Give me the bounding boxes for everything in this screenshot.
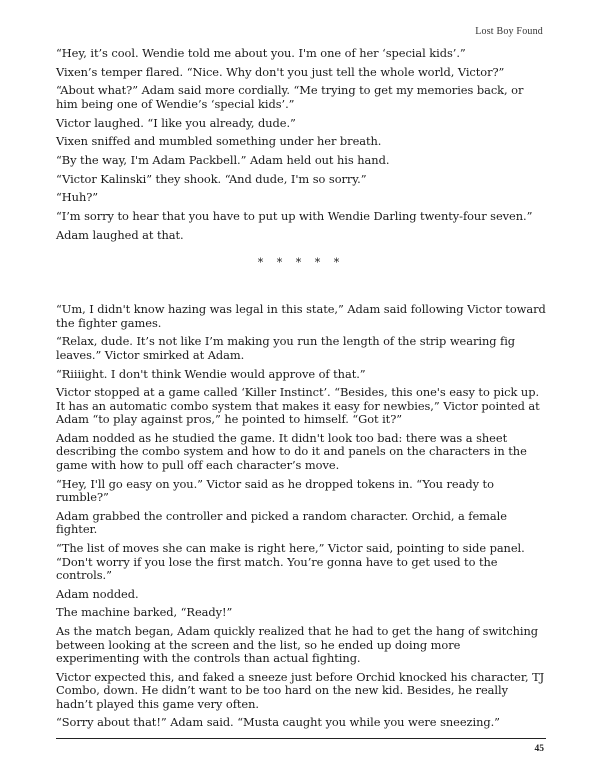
running-header: Lost Boy Found xyxy=(475,26,543,37)
paragraph: Adam nodded as he studied the game. It didn't look too bad: there was a sheet describing the combo system and how to do it and panels on the characters in the game with how to pull off each character’s move. xyxy=(56,430,527,472)
paragraph: “Huh?” xyxy=(56,190,99,205)
paragraph: Adam grabbed the controller and picked a random character. Orchid, a female fighter. xyxy=(56,508,507,537)
paragraph: Victor expected this, and faked a sneeze just before Orchid knocked his character, TJ Combo, down. He didn’t want to be too hard on the new kid. Besides, he really hadn’t played this game very often. xyxy=(56,669,545,711)
page-number: 45 xyxy=(534,744,544,754)
paragraph: “Um, I didn't know hazing was legal in this state,” Adam said following Victor toward the fighter games. xyxy=(56,302,546,330)
body-text xyxy=(56,47,546,735)
paragraph: “By the way, I'm Adam Packbell.” Adam held out his hand. xyxy=(56,152,390,167)
paragraph: Vixen’s temper flared. “Nice. Why don't you just tell the whole world, Victor?” xyxy=(56,64,505,79)
paragraph: “About what?” Adam said more cordially. “Me trying to get my memories back, or him being one of Wendie’s ‘special kids’.” xyxy=(56,83,524,111)
paragraph: Vixen sniffed and mumbled something under her breath. xyxy=(56,134,382,149)
paragraph: Adam nodded. xyxy=(56,586,139,601)
paragraph: The machine barked, “Ready!” xyxy=(56,605,233,620)
paragraph: “Sorry about that!” Adam said. “Musta caught you while you were sneezing.” xyxy=(56,715,500,730)
scene-break: * * * * * xyxy=(257,256,345,270)
paragraph: “Riiiight. I don't think Wendie would approve of that.” xyxy=(56,366,366,381)
paragraph: “I’m sorry to hear that you have to put up with Wendie Darling twenty-four seven.” xyxy=(56,209,533,223)
footer-rule xyxy=(56,738,546,739)
paragraph: Victor stopped at a game called ‘Killer Instinct’. “Besides, this one's easy to pick up. It has an automatic combo system that makes it easy for newbies,” Victor pointed at Adam “to play against pros,” he pointed to himself. “Got it?” xyxy=(56,385,540,427)
paragraph: “Hey, I'll go easy on you.” Victor said as he dropped tokens in. “You ready to rumble?” xyxy=(56,476,494,505)
paragraph: Adam laughed at that. xyxy=(56,227,184,242)
paragraph: “Relax, dude. It’s not like I’m making you run the length of the strip wearing fig leaves.” Victor smirked at Adam. xyxy=(56,334,516,362)
paragraph: Victor laughed. “I like you already, dude.” xyxy=(56,115,296,130)
paragraph: “The list of moves she can make is right here,” Victor said, pointing to side panel. “Don't worry if you lose the first match. You’re gonna have to get used to the controls.” xyxy=(56,541,525,582)
paragraph: As the match began, Adam quickly realized that he had to get the hang of switching between looking at the screen and the list, so he ended up doing more experimenting with the controls than actual fighting. xyxy=(56,624,539,666)
paragraph: “Victor Kalinski” they shook. “And dude, I'm so sorry.” xyxy=(56,171,367,186)
paragraph: “Hey, it’s cool. Wendie told me about you. I'm one of her ‘special kids’.” xyxy=(56,46,466,60)
